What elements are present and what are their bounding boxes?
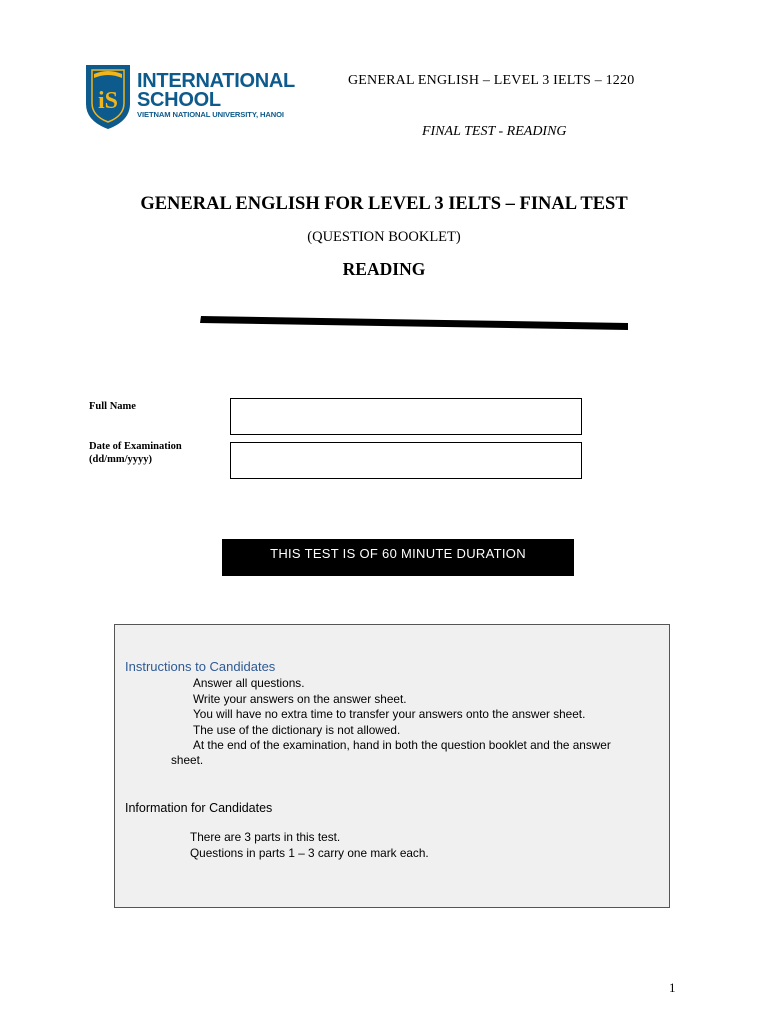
information-line: There are 3 parts in this test. (190, 830, 341, 844)
instruction-continuation: sheet. (171, 753, 204, 767)
full-name-field[interactable] (230, 398, 582, 435)
header-subtitle: FINAL TEST - READING (422, 124, 567, 139)
crest-text: iS (97, 88, 119, 114)
instruction-line: Write your answers on the answer sheet. (193, 691, 407, 706)
page-number: 1 (669, 980, 676, 995)
instruction-line: The use of the dictionary is not allowed. (193, 722, 401, 737)
crest-icon (85, 64, 131, 130)
logo-line-2: SCHOOL (137, 89, 221, 111)
school-logo (85, 64, 310, 132)
instruction-line: You will have no extra time to transfer your answers onto the answer sheet. (193, 707, 586, 721)
duration-banner: THIS TEST IS OF 60 MINUTE DURATION (222, 539, 574, 576)
page-subtitle: (QUESTION BOOKLET) (307, 229, 461, 245)
instruction-line: Answer all questions. (193, 676, 305, 690)
logo-line-1: INTERNATIONAL (137, 70, 295, 92)
exam-date-label (89, 440, 182, 466)
page-title: GENERAL ENGLISH FOR LEVEL 3 IELTS – FINAL TEST (140, 194, 628, 214)
exam-date-field[interactable] (230, 442, 582, 479)
divider-line (199, 313, 629, 331)
section-title: READING (342, 259, 426, 279)
full-name-label: Full Name (89, 401, 136, 412)
instructions-panel (114, 624, 670, 908)
exam-date-label-line2: (dd/mm/yyyy) (89, 454, 152, 465)
information-heading: Information for Candidates (125, 801, 273, 815)
instruction-line: At the end of the examination, hand in both the question booklet and the answer (193, 738, 611, 752)
header-course: GENERAL ENGLISH – LEVEL 3 IELTS – 1220 (348, 73, 635, 88)
exam-date-label-line1: Date of Examination (89, 441, 182, 452)
instructions-heading: Instructions to Candidates (125, 659, 276, 674)
information-line: Questions in parts 1 – 3 carry one mark each. (190, 845, 429, 860)
logo-line-3: VIETNAM NATIONAL UNIVERSITY, HANOI (137, 110, 284, 119)
